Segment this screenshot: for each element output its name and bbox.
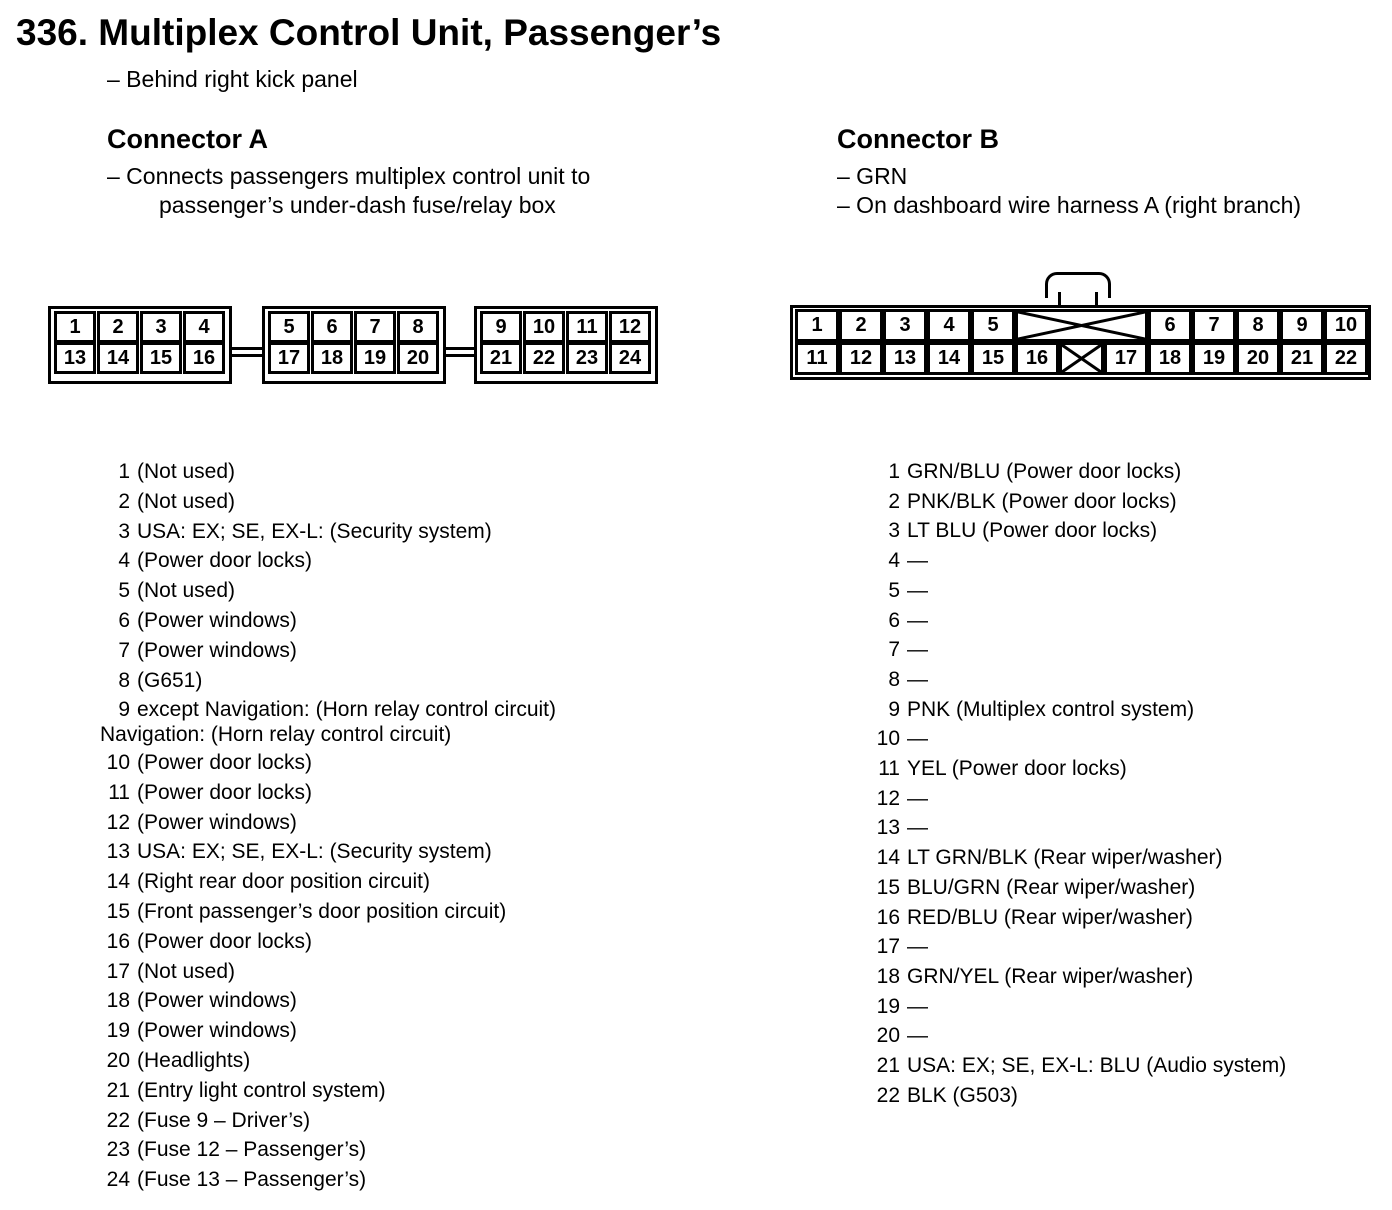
pin-number: 21	[876, 1054, 900, 1078]
connector-a-desc-line1: – Connects passengers multiplex control unit to	[107, 163, 591, 189]
pin-description: —	[907, 935, 928, 959]
pin-description: (Fuse 13 – Passenger’s)	[137, 1168, 367, 1192]
pin-number: 4	[118, 549, 130, 573]
pin-number: 16	[876, 905, 900, 929]
pin-description: (Fuse 12 – Passenger’s)	[137, 1138, 367, 1162]
pin-description: (Power windows)	[137, 1019, 297, 1043]
connector-pin: 24	[609, 342, 651, 374]
connector-pin: 16	[183, 342, 225, 374]
pin-number: 8	[888, 667, 900, 691]
pin-number: 22	[876, 1083, 900, 1107]
pin-list-row	[100, 546, 556, 576]
connector-pin: 6	[311, 311, 353, 343]
pin-description: —	[907, 994, 928, 1018]
pin-list-row	[870, 457, 1286, 487]
pin-number: 14	[106, 870, 130, 894]
pin-description: PNK/BLK (Power door locks)	[907, 489, 1177, 513]
pin-number: 12	[106, 810, 130, 834]
pin-list-row	[870, 754, 1286, 784]
pin-description: USA: EX; SE, EX-L: (Security system)	[137, 840, 492, 864]
connector-pin: 9	[1280, 309, 1324, 342]
connector-pin: 9	[480, 311, 522, 343]
connector-pin: 1	[795, 309, 839, 342]
connector-pin: 8	[1236, 309, 1280, 342]
pin-number: 9	[118, 698, 130, 722]
connector-pin: 17	[1104, 342, 1148, 375]
page-title: 336. Multiplex Control Unit, Passenger’s	[16, 12, 722, 53]
pin-list-row	[870, 665, 1286, 695]
pin-number: 16	[106, 929, 130, 953]
pin-list-row	[100, 666, 556, 696]
pin-description: (Not used)	[137, 460, 236, 483]
pin-number: 8	[118, 668, 130, 692]
pin-list-row	[870, 606, 1286, 636]
pin-description: (Power door locks)	[137, 780, 313, 804]
pin-number: 5	[888, 578, 900, 602]
cavity-x-mark-icon	[1018, 312, 1145, 339]
pin-list-row	[100, 1046, 556, 1076]
pin-list-row	[870, 813, 1286, 843]
pin-list-row	[100, 986, 556, 1016]
pin-number: 4	[888, 549, 900, 573]
page-subtitle: – Behind right kick panel	[107, 66, 358, 92]
cavity-x-mark-icon	[1062, 345, 1101, 372]
pin-description: —	[907, 816, 928, 840]
pin-number: 18	[876, 964, 900, 988]
pin-description: —	[907, 667, 928, 691]
connector-b-pin-list	[870, 457, 1286, 1110]
pin-list-row	[870, 487, 1286, 517]
connector-pin: 11	[566, 311, 608, 343]
pin-number: 19	[876, 994, 900, 1018]
connector-pin: 13	[883, 342, 927, 375]
connector-a-pin-list	[100, 457, 556, 1195]
pin-number: 15	[876, 875, 900, 899]
pin-number: 13	[106, 840, 130, 864]
pin-description: —	[907, 786, 928, 810]
pin-description: (Power windows)	[137, 989, 297, 1013]
connector-pin: 15	[140, 342, 182, 374]
connector-pin: 19	[1192, 342, 1236, 375]
connector-pin: 15	[971, 342, 1015, 375]
pin-description: (Not used)	[137, 489, 236, 513]
connector-pin: 16	[1015, 342, 1059, 375]
pin-description: —	[907, 1024, 928, 1048]
pin-list-row	[100, 837, 556, 867]
pin-list-row	[870, 576, 1286, 606]
connector-pin: 8	[397, 311, 439, 343]
pin-number: 7	[118, 638, 130, 662]
pin-list-row	[100, 1135, 556, 1165]
pin-number: 3	[118, 519, 130, 543]
connector-pin: 23	[566, 342, 608, 374]
pin-number: 23	[106, 1138, 130, 1162]
connector-pin: 3	[140, 311, 182, 343]
pin-list-row	[100, 957, 556, 987]
connector-a-desc-line2: passenger’s under-dash fuse/relay box	[159, 192, 556, 218]
pin-description: (Fuse 9 – Driver’s)	[137, 1108, 311, 1132]
connector-pin: 10	[523, 311, 565, 343]
connector-b-desc-line1: – GRN	[837, 163, 908, 189]
connector-pin: 13	[54, 342, 96, 374]
connector-b-desc-line2: – On dashboard wire harness A (right branch)	[837, 192, 1302, 218]
pin-description: (Power windows)	[137, 810, 297, 834]
pin-list-row	[100, 867, 556, 897]
pin-number: 13	[876, 816, 900, 840]
connector-pin: 18	[311, 342, 353, 374]
pin-description: USA: EX; SE, EX-L: (Security system)	[137, 519, 492, 543]
pin-list-row	[100, 636, 556, 666]
pin-number: 9	[888, 697, 900, 721]
pin-list-row	[870, 635, 1286, 665]
pin-number: 19	[106, 1019, 130, 1043]
pin-number: 5	[118, 579, 130, 603]
connector-pin: 22	[1324, 342, 1368, 375]
connector-b-description	[837, 162, 1301, 220]
connector-a-description	[107, 162, 590, 220]
pin-number: 24	[106, 1168, 130, 1192]
pin-number: 22	[106, 1108, 130, 1132]
pin-list-row	[100, 1165, 556, 1195]
pin-number: 14	[876, 846, 900, 870]
pin-description: (Headlights)	[137, 1048, 251, 1072]
pin-number: 21	[106, 1078, 130, 1102]
pin-description: BLK (G503)	[907, 1083, 1018, 1107]
pin-list-row	[100, 517, 556, 547]
connector-pin: 14	[927, 342, 971, 375]
pin-list-row	[100, 576, 556, 606]
connector-pin: 17	[268, 342, 310, 374]
pin-list-row	[100, 897, 556, 927]
pin-number: 11	[878, 757, 900, 781]
pin-number: 2	[888, 489, 900, 513]
connector-pin: 14	[97, 342, 139, 374]
pin-list-row	[870, 516, 1286, 546]
pin-number: 11	[108, 780, 130, 804]
pin-list-row	[100, 695, 556, 725]
pin-description: (Power door locks)	[137, 549, 313, 573]
pin-list-row	[100, 927, 556, 957]
pin-list-row	[870, 873, 1286, 903]
pin-list-row	[100, 778, 556, 808]
connector-pin: 7	[1192, 309, 1236, 342]
pin-list-row	[870, 546, 1286, 576]
pin-description: (Power door locks)	[137, 750, 313, 774]
connector-blank-cavity	[1015, 309, 1148, 342]
pin-description: (Not used)	[137, 579, 236, 603]
pin-description: (Not used)	[137, 959, 236, 983]
pin-list-row	[100, 1016, 556, 1046]
pin-list-row	[870, 932, 1286, 962]
pin-list-row	[870, 1051, 1286, 1081]
pin-description: —	[907, 638, 928, 662]
pin-description: BLU/GRN (Rear wiper/washer)	[907, 875, 1196, 899]
pin-list-row	[870, 992, 1286, 1022]
pin-number: 3	[888, 519, 900, 543]
connector-pin: 19	[354, 342, 396, 374]
pin-description: LT GRN/BLK (Rear wiper/washer)	[907, 846, 1223, 870]
pin-number: 20	[876, 1024, 900, 1048]
pin-number: 10	[106, 750, 130, 774]
pin-number: 10	[876, 727, 900, 751]
pin-number: 20	[106, 1048, 130, 1072]
connector-pin: 7	[354, 311, 396, 343]
connector-pin: 12	[609, 311, 651, 343]
pin-list-row	[100, 606, 556, 636]
pin-description: (Right rear door position circuit)	[137, 870, 430, 894]
connector-pin: 18	[1148, 342, 1192, 375]
pin-number: 15	[106, 899, 130, 923]
pin-description: YEL (Power door locks)	[907, 757, 1127, 781]
pin-list-row	[100, 457, 556, 487]
connector-pin: 22	[523, 342, 565, 374]
connector-pin: 5	[971, 309, 1015, 342]
pin-number: 1	[888, 460, 900, 483]
pin-description: GRN/YEL (Rear wiper/washer)	[907, 964, 1194, 988]
pin-description: USA: EX; SE, EX-L: BLU (Audio system)	[907, 1054, 1287, 1078]
pin-list-row	[870, 695, 1286, 725]
pin-description: PNK (Multiplex control system)	[907, 697, 1195, 721]
pin-list-row	[870, 784, 1286, 814]
pin-description: (Entry light control system)	[137, 1078, 386, 1102]
pin-description: (Power windows)	[137, 608, 297, 632]
pin-list-row	[870, 724, 1286, 754]
connector-pin: 5	[268, 311, 310, 343]
connector-pin: 4	[927, 309, 971, 342]
connector-pin: 1	[54, 311, 96, 343]
pin-description: Navigation: (Horn relay control circuit)	[100, 723, 452, 747]
connector-pin: 20	[397, 342, 439, 374]
pin-list-row-continuation	[100, 722, 556, 748]
pin-list-row	[870, 962, 1286, 992]
pin-number: 17	[876, 935, 900, 959]
pin-description: (Power windows)	[137, 638, 297, 662]
connector-pin: 12	[839, 342, 883, 375]
pin-number: 6	[118, 608, 130, 632]
pin-description: —	[907, 578, 928, 602]
pin-description: (Power door locks)	[137, 929, 313, 953]
pin-number: 7	[888, 638, 900, 662]
connector-pin: 21	[1280, 342, 1324, 375]
connector-a-title: Connector A	[107, 124, 268, 154]
pin-description: —	[907, 549, 928, 573]
pin-number: 6	[888, 608, 900, 632]
connector-pin: 6	[1148, 309, 1192, 342]
pin-list-row	[870, 1081, 1286, 1111]
pin-list-row	[100, 1076, 556, 1106]
pin-description: —	[907, 727, 928, 751]
pin-number: 17	[106, 959, 130, 983]
pin-description: (G651)	[137, 668, 203, 692]
pin-number: 1	[118, 460, 130, 483]
connector-pin: 2	[97, 311, 139, 343]
pin-number: 2	[118, 489, 130, 513]
connector-pin: 4	[183, 311, 225, 343]
pin-description: RED/BLU (Rear wiper/washer)	[907, 905, 1193, 929]
connector-b-title: Connector B	[837, 124, 999, 154]
pin-list-row	[870, 903, 1286, 933]
pin-list-row	[100, 748, 556, 778]
connector-pin: 3	[883, 309, 927, 342]
pin-description: except Navigation: (Horn relay control circuit)	[137, 698, 556, 722]
pin-description: (Front passenger’s door position circuit)	[137, 899, 507, 923]
pin-description: GRN/BLU (Power door locks)	[907, 460, 1182, 483]
pin-number: 18	[106, 989, 130, 1013]
connector-pin: 2	[839, 309, 883, 342]
pin-description: —	[907, 608, 928, 632]
connector-pin: 11	[795, 342, 839, 375]
pin-list-row	[100, 1106, 556, 1136]
pin-list-row	[100, 487, 556, 517]
pin-list-row	[100, 808, 556, 838]
connector-pin: 10	[1324, 309, 1368, 342]
pin-list-row	[870, 1021, 1286, 1051]
pin-description: LT BLU (Power door locks)	[907, 519, 1158, 543]
connector-pin: 20	[1236, 342, 1280, 375]
connector-pin: 21	[480, 342, 522, 374]
connector-blank-cavity	[1059, 342, 1104, 375]
pin-number: 12	[876, 786, 900, 810]
pin-list-row	[870, 843, 1286, 873]
